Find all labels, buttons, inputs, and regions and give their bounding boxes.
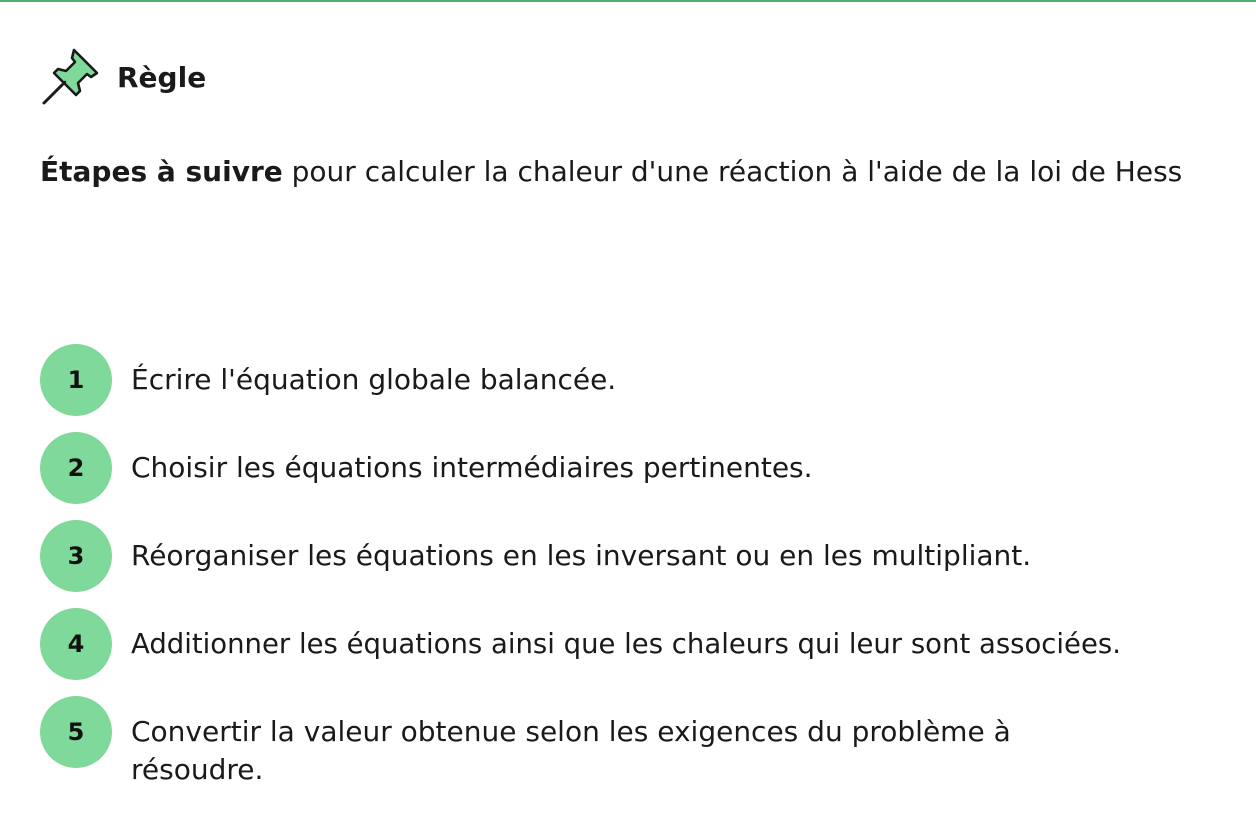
rule-intro xyxy=(40,148,1210,196)
step-number-badge: 1 xyxy=(40,344,112,416)
step-item xyxy=(40,344,1240,416)
steps-list xyxy=(40,344,1240,784)
step-number-badge: 5 xyxy=(40,696,112,768)
step-text: Convertir la valeur obtenue selon les exigences du problème à résoudre. xyxy=(131,715,1011,786)
rule-title: Règle xyxy=(117,60,207,94)
step-item xyxy=(40,520,1240,592)
step-text: Réorganiser les équations en les inversant ou en les multipliant. xyxy=(131,539,1032,572)
step-item xyxy=(40,608,1240,680)
rule-header xyxy=(40,46,206,108)
step-text: Choisir les équations intermédiaires pertinentes. xyxy=(131,451,813,484)
step-text: Écrire l'équation globale balancée. xyxy=(131,363,617,396)
intro-text: pour calculer la chaleur d'une réaction à l'aide de la loi de Hess xyxy=(282,155,1183,188)
intro-emphasis: Étapes à suivre xyxy=(40,155,283,188)
step-number-badge: 2 xyxy=(40,432,112,504)
step-item xyxy=(40,696,1240,786)
step-item xyxy=(40,432,1240,504)
step-number-badge: 4 xyxy=(40,608,112,680)
pushpin-icon xyxy=(40,46,100,108)
step-text: Additionner les équations ainsi que les chaleurs qui leur sont associées. xyxy=(131,628,1121,660)
step-number-badge: 3 xyxy=(40,520,112,592)
